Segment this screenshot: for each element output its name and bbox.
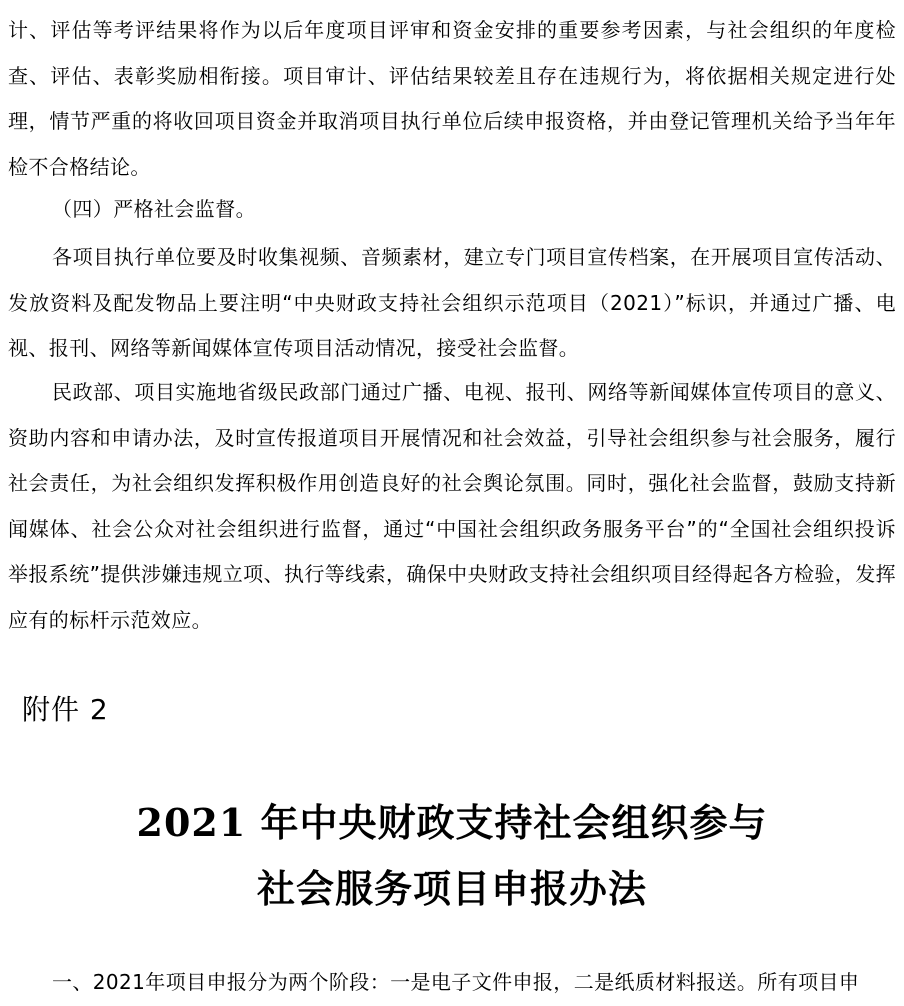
attachment-label: 附件 2 bbox=[22, 693, 109, 726]
document-title bbox=[0, 790, 904, 922]
paragraph-ministry-publicity: 民政部、项目实施地省级民政部门通过广播、电视、报刊、网络等新闻媒体宣传项目的意义、资助内容和申请办法，及时宣传报道项目开展情况和社会效益，引导社会组织参与社会服务，履行社会责任，为社会组织发挥积极作用创造良好的社会舆论氛围。同时，强化社会监督，鼓励支持新闻媒体、社会公众对社会组织进行监督，通过“中国社会组织政务服务平台”的“全国社会组织投诉举报系统”提供涉嫌违规立项、执行等线索，确保中央财政支持社会组织项目经得起各方检验，发挥应有的标杆示范效应。 bbox=[8, 380, 896, 632]
document-title-line-1: 2021 年中央财政支持社会组织参与 bbox=[136, 800, 768, 845]
paragraph-evaluation-results: 计、评估等考评结果将作为以后年度项目评审和资金安排的重要参考因素，与社会组织的年度检查、评估、表彰奖励相衔接。项目审计、评估结果较差且存在违规行为，将依据相关规定进行处理，情节严重的将收回项目资金并取消项目执行单位后续申报资格，并由登记管理机关给予当年年检不合格结论。 bbox=[8, 18, 896, 179]
paragraph-project-publicity: 各项目执行单位要及时收集视频、音频素材，建立专门项目宣传档案，在开展项目宣传活动、发放资料及配发物品上要注明“中央财政支持社会组织示范项目（2021）”标识，并通过广播、电视、报刊、网络等新闻媒体宣传项目活动情况，接受社会监督。 bbox=[8, 245, 896, 360]
section-heading-social-supervision: （四）严格社会监督。 bbox=[52, 197, 256, 221]
document-title-line-2: 社会服务项目申报办法 bbox=[256, 866, 647, 911]
paragraph-application-stages: 一、2021年项目申报分为两个阶段：一是电子文件申报，二是纸质材料报送。所有项目申 bbox=[52, 970, 860, 994]
